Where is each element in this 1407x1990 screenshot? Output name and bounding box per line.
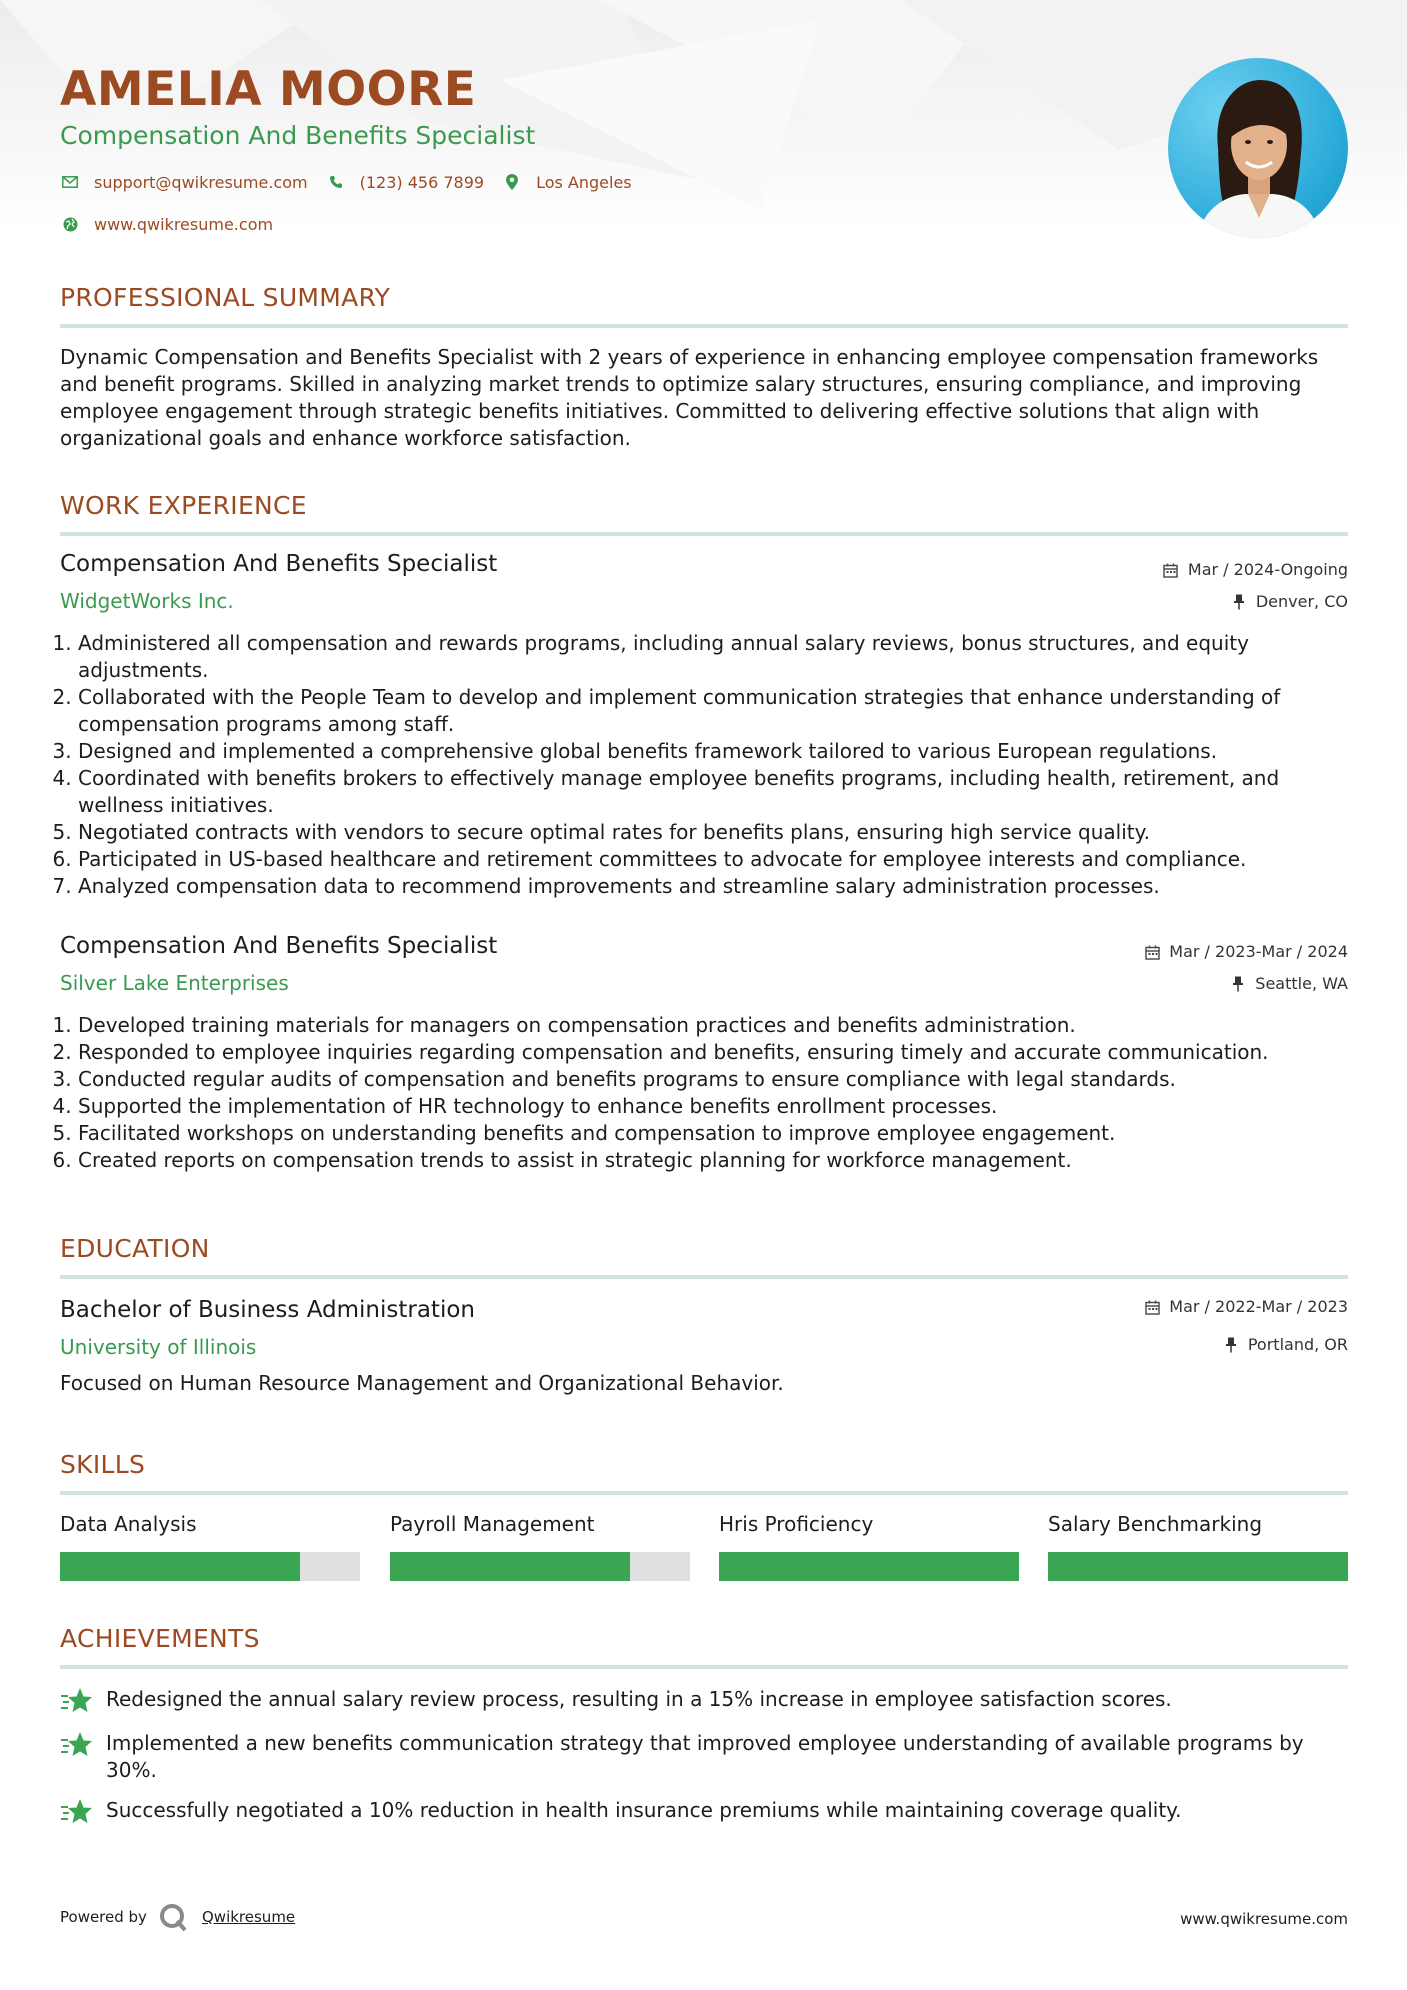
job-title: Compensation And Benefits Specialist <box>60 551 498 577</box>
candidate-title: Compensation And Benefits Specialist <box>60 121 536 150</box>
list-item: 1. Developed training materials for managers on compensation practices and benefits administration. <box>78 1012 1366 1039</box>
skills-heading: SKILLS <box>60 1450 146 1479</box>
section-divider <box>60 1491 1348 1495</box>
company-name: WidgetWorks Inc. <box>60 589 234 613</box>
job-dates <box>1162 559 1348 581</box>
section-divider <box>60 1275 1348 1279</box>
achievements-heading: ACHIEVEMENTS <box>60 1624 260 1653</box>
skill-item <box>719 1510 1019 1581</box>
calendar-icon <box>1162 561 1180 579</box>
email-link[interactable]: support@qwikresume.com <box>94 172 308 192</box>
job-location <box>1230 591 1348 613</box>
education-heading: EDUCATION <box>60 1234 210 1263</box>
skill-level-bar <box>1048 1552 1348 1581</box>
list-item: 4. Supported the implementation of HR technology to enhance benefits enrollment processes. <box>78 1093 1366 1120</box>
skill-name: Salary Benchmarking <box>1048 1512 1263 1536</box>
page-footer <box>60 1900 1348 1940</box>
job-title: Compensation And Benefits Specialist <box>60 933 498 959</box>
list-item: 6. Participated in US-based healthcare and retirement committees to advocate for employee interests and compliance. <box>78 846 1366 873</box>
star-award-icon <box>60 1730 92 1760</box>
map-marker-icon <box>502 172 522 192</box>
calendar-icon <box>1143 943 1161 961</box>
pushpin-icon <box>1230 593 1248 611</box>
list-item: 5. Facilitated workshops on understanding benefits and compensation to improve employee engagement. <box>78 1120 1366 1147</box>
skill-item <box>60 1510 360 1581</box>
job-dates <box>1143 941 1348 963</box>
summary-text: Dynamic Compensation and Benefits Specialist with 2 years of experience in enhancing employee compensation frameworks and benefit programs. Skilled in analyzing market trends to optimize salary structures, ensuring compliance, and improving employee engagement through strategic benefits initiatives. Committed to delivering effective solutions that align with organizational goals and enhance workforce satisfaction. <box>60 345 1319 450</box>
powered-by-label: Powered by <box>60 1908 147 1926</box>
job-dates-text: Mar / 2024-Ongoing <box>1187 560 1348 579</box>
job-location-text: Seattle, WA <box>1255 974 1348 993</box>
skill-level-bar <box>719 1552 1019 1581</box>
list-item: 3. Designed and implemented a comprehensive global benefits framework tailored to various European regulations. <box>78 738 1366 765</box>
skill-item <box>390 1510 690 1581</box>
achievement-text: Successfully negotiated a 10% reduction in health insurance premiums while maintaining coverage quality. <box>106 1798 1182 1822</box>
star-award-icon <box>60 1686 92 1716</box>
education-location-text: Portland, OR <box>1247 1335 1348 1354</box>
experience-heading: WORK EXPERIENCE <box>60 491 307 520</box>
achievements-section-header <box>60 1623 1348 1669</box>
education-detail: Focused on Human Resource Management and Organizational Behavior. <box>60 1371 784 1395</box>
list-item: 2. Responded to employee inquiries regarding compensation and benefits, ensuring timely and accurate communication. <box>78 1039 1366 1066</box>
education-location <box>1222 1334 1348 1356</box>
skill-name: Data Analysis <box>60 1512 197 1536</box>
achievement-item <box>60 1686 1348 1716</box>
list-item: 4. Coordinated with benefits brokers to effectively manage employee benefits programs, including health, retirement, and wellness initiatives. <box>78 765 1366 819</box>
skills-section-header <box>60 1449 1348 1495</box>
list-item: 1. Administered all compensation and rewards programs, including annual salary reviews, bonus structures, and equity adjustments. <box>78 630 1366 684</box>
job-dates-text: Mar / 2023-Mar / 2024 <box>1169 942 1348 961</box>
list-item: 3. Conducted regular audits of compensation and benefits programs to ensure compliance with legal standards. <box>78 1066 1366 1093</box>
summary-heading: PROFESSIONAL SUMMARY <box>60 283 391 312</box>
section-divider <box>60 532 1348 536</box>
qwikresume-link[interactable]: Qwikresume <box>202 1908 296 1926</box>
experience-section-header <box>60 490 1348 536</box>
skill-name: Payroll Management <box>390 1512 595 1536</box>
education-dates-text: Mar / 2022-Mar / 2023 <box>1169 1297 1348 1316</box>
list-item: 2. Collaborated with the People Team to develop and implement communication strategies that enhance understanding of compensation programs among staff. <box>78 684 1366 738</box>
skill-item <box>1048 1510 1348 1581</box>
globe-icon <box>60 214 80 234</box>
contact-row-website <box>60 214 291 234</box>
skill-level-bar <box>60 1552 360 1581</box>
company-name: Silver Lake Enterprises <box>60 971 289 995</box>
job-responsibilities <box>60 630 1366 900</box>
profile-photo <box>1168 58 1348 238</box>
pushpin-icon <box>1229 975 1247 993</box>
skill-level-fill <box>60 1552 300 1581</box>
qwikresume-logo-icon <box>158 1902 188 1932</box>
degree-title: Bachelor of Business Administration <box>60 1297 475 1323</box>
pushpin-icon <box>1222 1336 1240 1354</box>
education-section-header <box>60 1233 1348 1279</box>
job-location-text: Denver, CO <box>1255 592 1348 611</box>
achievement-item <box>60 1797 1348 1827</box>
website-link[interactable]: www.qwikresume.com <box>94 214 274 234</box>
list-item: 7. Analyzed compensation data to recommend improvements and streamline salary administration processes. <box>78 873 1366 900</box>
skill-name: Hris Proficiency <box>719 1512 874 1536</box>
section-divider <box>60 1665 1348 1669</box>
achievement-item <box>60 1730 1348 1784</box>
skill-level-fill <box>1048 1552 1348 1581</box>
list-item: 6. Created reports on compensation trends to assist in strategic planning for workforce management. <box>78 1147 1366 1174</box>
achievement-text: Implemented a new benefits communication strategy that improved employee understanding of available programs by 30%. <box>106 1731 1304 1782</box>
phone-icon <box>326 172 346 192</box>
calendar-icon <box>1143 1298 1161 1316</box>
skill-level-fill <box>390 1552 630 1581</box>
location-text: Los Angeles <box>536 172 632 192</box>
summary-section-header <box>60 282 1348 328</box>
envelope-icon <box>60 172 80 192</box>
candidate-name: AMELIA MOORE <box>60 62 477 117</box>
star-award-icon <box>60 1797 92 1827</box>
contact-row <box>60 172 650 192</box>
education-dates <box>1143 1296 1348 1318</box>
job-responsibilities <box>60 1012 1366 1174</box>
list-item: 5. Negotiated contracts with vendors to secure optimal rates for benefits plans, ensuring high service quality. <box>78 819 1366 846</box>
footer-website-link[interactable]: www.qwikresume.com <box>1180 1910 1348 1928</box>
skill-level-bar <box>390 1552 690 1581</box>
section-divider <box>60 324 1348 328</box>
school-name: University of Illinois <box>60 1335 257 1359</box>
phone-number: (123) 456 7899 <box>359 172 485 192</box>
skill-level-fill <box>719 1552 1019 1581</box>
job-location <box>1229 973 1348 995</box>
achievement-text: Redesigned the annual salary review process, resulting in a 15% increase in employee satisfaction scores. <box>106 1687 1172 1711</box>
